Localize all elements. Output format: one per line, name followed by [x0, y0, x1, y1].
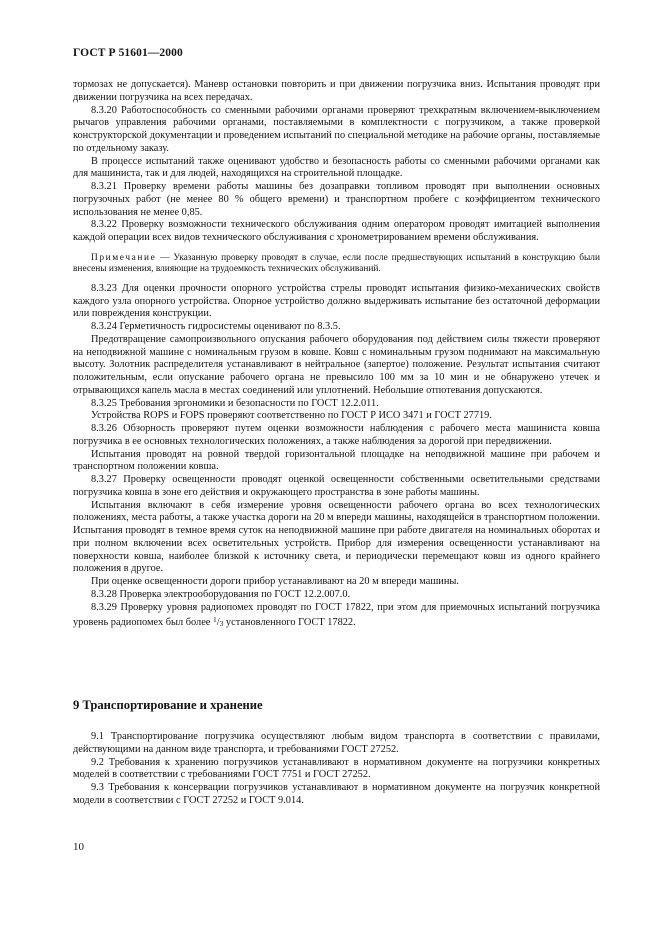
fraction-numerator: 1: [212, 615, 217, 625]
p829-before: 8.3.29 Проверку уровня радиопомех проводят по ГОСТ 17822, при этом для приемочных испытаний погрузчика уровень радиопомех был более: [73, 601, 600, 629]
body-text-section-9: [73, 731, 600, 808]
paragraph-8-3-27-road: При оценке освещенности дороги прибор устанавливают на 20 м впереди машины.: [91, 576, 459, 588]
paragraph-8-3-23: 8.3.23 Для оценки прочности опорного устройства стрелы проводят испытания физико-механических свойств каждого узла опорного устройства. Опорное устройство должно выдерживать испытание без остаточной деформации или повреждения конструкции.: [73, 282, 600, 320]
paragraph-9-3: 9.3 Требования к консервации погрузчиков устанавливают в нормативном документе на погрузчик конкретной модели в соответствии с ГОСТ 27252 и ГОСТ 9.014.: [73, 782, 600, 806]
paragraph-8-3-25: 8.3.25 Требования эргономики и безопасности по ГОСТ 12.2.011.: [91, 397, 379, 409]
page-number: 10: [73, 841, 84, 853]
paragraph-8-3-21: 8.3.21 Проверку времени работы машины без дозаправки топливом проводят при выполнении основных погрузочных работ (не менее 80 % общего времени) и транспортном пробеге с коэффициентом технического использования не менее 0,85.: [73, 181, 600, 218]
paragraph-8-3-20-cont: В процессе испытаний также оценивают удобство и безопасность работы со сменными рабочими органами как для машиниста, так и для людей, находящихся на строительной площадке.: [73, 155, 600, 180]
page-header: ГОСТ Р 51601—2000: [73, 47, 183, 59]
note-label: Примечание: [91, 252, 157, 263]
body-text-upper: [73, 79, 600, 631]
paragraph-8-3-25-cont: Устройства ROPS и FOPS проверяют соответственно по ГОСТ Р ИСО 3471 и ГОСТ 27719.: [91, 410, 492, 422]
section-title: 9 Транспортирование и хранение: [73, 698, 263, 712]
paragraph-8-3-24: 8.3.24 Герметичность гидросистемы оценивают по 8.3.5.: [91, 321, 341, 333]
paragraph-8-3-24-cont: Предотвращение самопроизвольного опускания рабочего оборудования под действием силы тяжести проверяют на неподвижной машине с номинальным грузом в ковше. Ковш с номинальным грузом поднимают на максимальную высоту. Золотник распределителя устанавливают в нейтральное (запертое) положение. Результат испытания считают положительным, если опускание рабочего органа не превысило 100 мм за 10 мин и не обнаружено утечек и отрывающихся капель масла в местах соединений или уплотнений. Небольшие отпотевания допускаются.: [73, 333, 600, 396]
paragraph-9-1: 9.1 Транспортирование погрузчика осуществляют любым видом транспорта в соответствии с правилами, действующими на данном виде транспорта, и требованиями ГОСТ 27252.: [73, 731, 600, 755]
paragraph-8-3-27: 8.3.27 Проверку освещенности проводят оценкой освещенности собственными осветительными средствами погрузчика ковша в зоне его действия и окружающего пространства в зоне работы машины.: [73, 474, 600, 498]
paragraph-8-3-27-cont: Испытания включают в себя измерение уровня освещенности рабочего органа во всех технологических положениях, места работы, а также участка дороги на 20 м впереди машины, находящейся в транспортном положении. Испытания проводят в темное время суток на неподвижной машине при работе двигателя на номинальных оборотах и при полном включении всех осветительных устройств. Прибор для измерения освещенности устанавливают на поверхности ковша, наиболее близкой к источнику света, и периодически перемещают ковш из одного крайнего положения в другое.: [73, 499, 600, 575]
paragraph-continuation: тормозах не допускается). Маневр остановки повторить и при движении погрузчика вниз. Испытания проводят при движении погрузчика на всех передачах.: [73, 79, 600, 103]
paragraph-8-3-20: 8.3.20 Работоспособность со сменными рабочими органами проверяют трехкратным включением-выключением рычагов управления рабочими органами, поставляемыми в комплектности с погрузчиком, а также проверкой конструкторской документации и проведением испытаний по специальной методике на рабочие органы, поставляемые по отдельному заказу.: [73, 104, 600, 154]
paragraph-9-2: 9.2 Требования к хранению погрузчиков устанавливают в нормативном документе на погрузчики конкретных моделей в соответствии с требованиями ГОСТ 7751 и ГОСТ 27252.: [73, 756, 600, 781]
p829-after: установленного ГОСТ 17822.: [223, 617, 356, 629]
note-text: — Указанную проверку проводят в случае, если после предшествующих испытаний в конструкцию были внесены изменения, влияющие на трудоемкость технических обслуживаний.: [73, 252, 600, 275]
paragraph-8-3-26-cont: Испытания проводят на ровной твердой горизонтальной площадке на неподвижной машине при рабочем и транспортном положении ковша.: [73, 448, 600, 473]
paragraph-8-3-22: 8.3.22 Проверку возможности технического обслуживания одним оператором проводят имитацией выполнения каждой операции всех видов технического обслуживания с хронометрированием времени обслуживания.: [73, 219, 600, 243]
paragraph-8-3-29: 8.3.29 Проверку уровня радиопомех проводят по ГОСТ 17822, при этом для приемочных испытаний погрузчика уровень радиопомех был более $^1/_3$ установленного ГОСТ 17822.: [73, 601, 600, 629]
fraction-denominator: 3: [219, 619, 224, 629]
note: [73, 253, 600, 276]
paragraph-8-3-28: 8.3.28 Проверка электрооборудования по ГОСТ 12.2.007.0.: [91, 588, 351, 600]
paragraph-8-3-26: 8.3.26 Обзорность проверяют путем оценки возможности наблюдения с рабочего места машиниста ковша погрузчика в ее основных технологических положениях, а также наблюдения за дорогой при передвижении.: [73, 423, 600, 447]
